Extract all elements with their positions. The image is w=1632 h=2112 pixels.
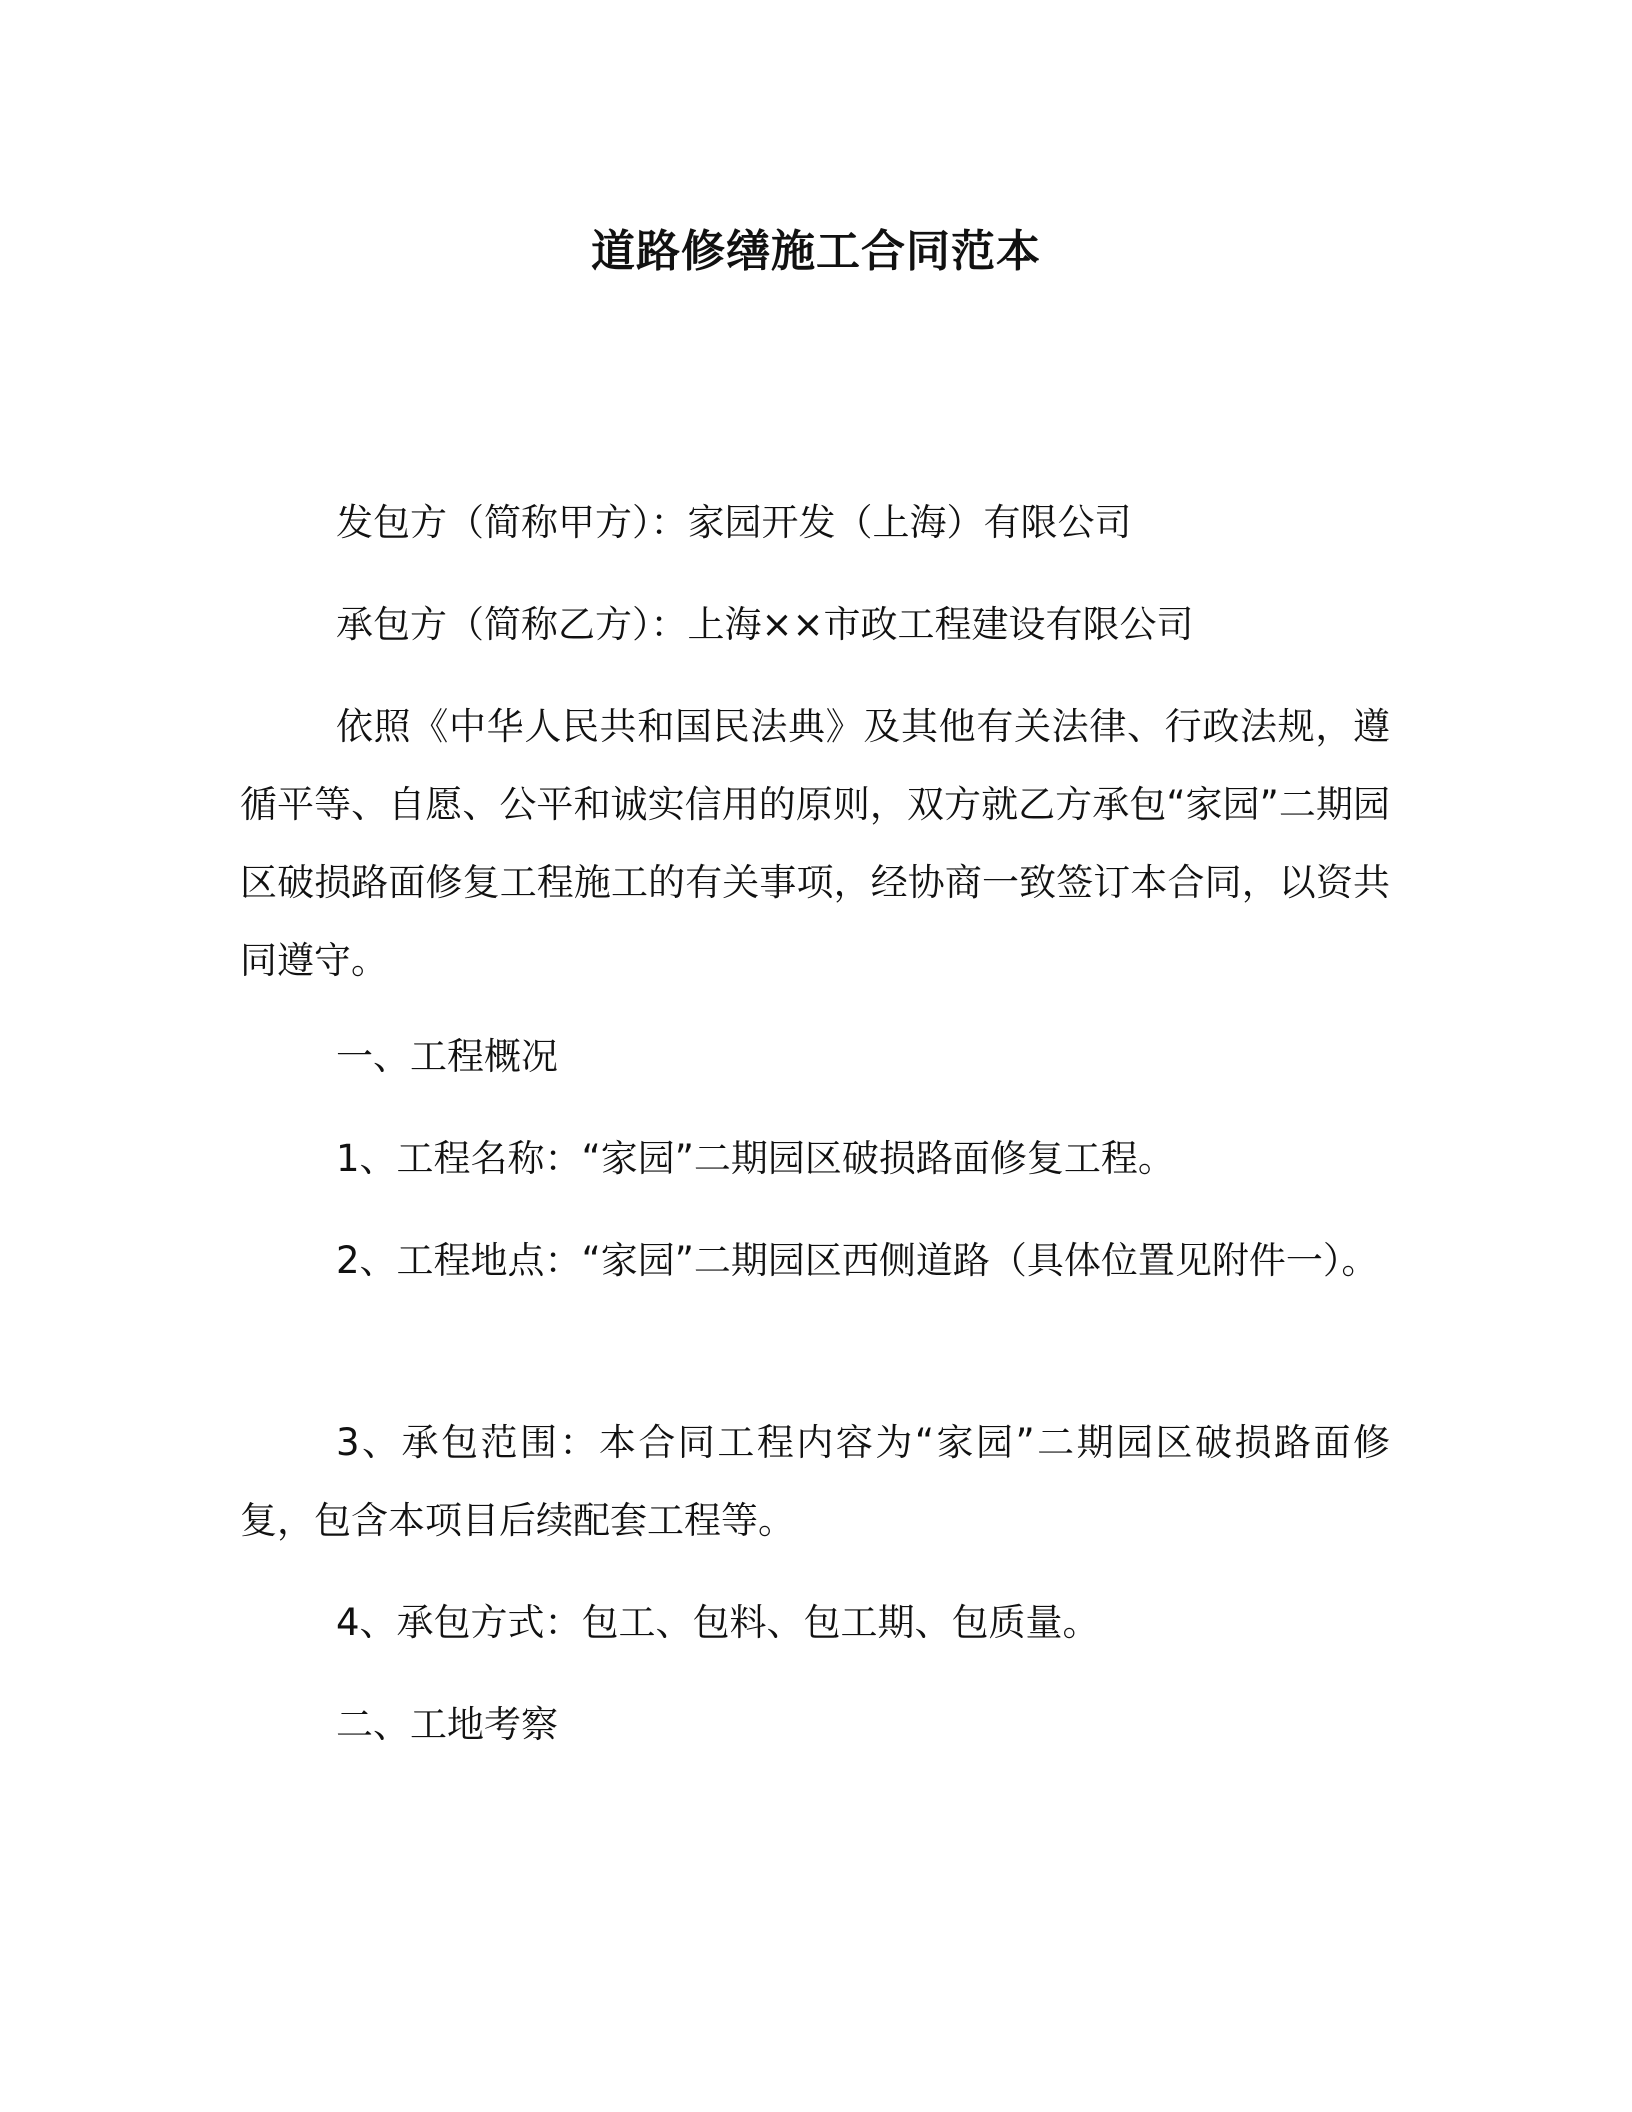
clause-contract-method: 4、承包方式：包工、包料、包工期、包质量。 <box>336 1601 1100 1644</box>
clause-project-name: 1、工程名称：“家园”二期园区破损路面修复工程。 <box>336 1137 1175 1180</box>
document-title: 道路修缮施工合同范本 <box>591 226 1041 277</box>
preamble-paragraph: 依照《中华人民共和国民法典》及其他有关法律、行政法规，遵循平等、自愿、公平和诚实信用的原则，双方就乙方承包“家园”二期园区破损路面修复工程施工的有关事项，经协商一致签订本合同，以资共同遵守。 <box>240 705 1390 982</box>
party-b-line: 承包方（简称乙方）：上海××市政工程建设有限公司 <box>336 603 1194 646</box>
party-a-line: 发包方（简称甲方）：家园开发（上海）有限公司 <box>336 501 1132 544</box>
clause-contract-scope: 3、承包范围：本合同工程内容为“家园”二期园区破损路面修复，包含本项目后续配套工程等。 <box>240 1421 1390 1542</box>
section-heading-site-inspection: 二、工地考察 <box>336 1703 558 1746</box>
clause-project-location: 2、工程地点：“家园”二期园区西侧道路（具体位置见附件一）。 <box>336 1239 1379 1282</box>
section-heading-overview: 一、工程概况 <box>336 1035 558 1078</box>
